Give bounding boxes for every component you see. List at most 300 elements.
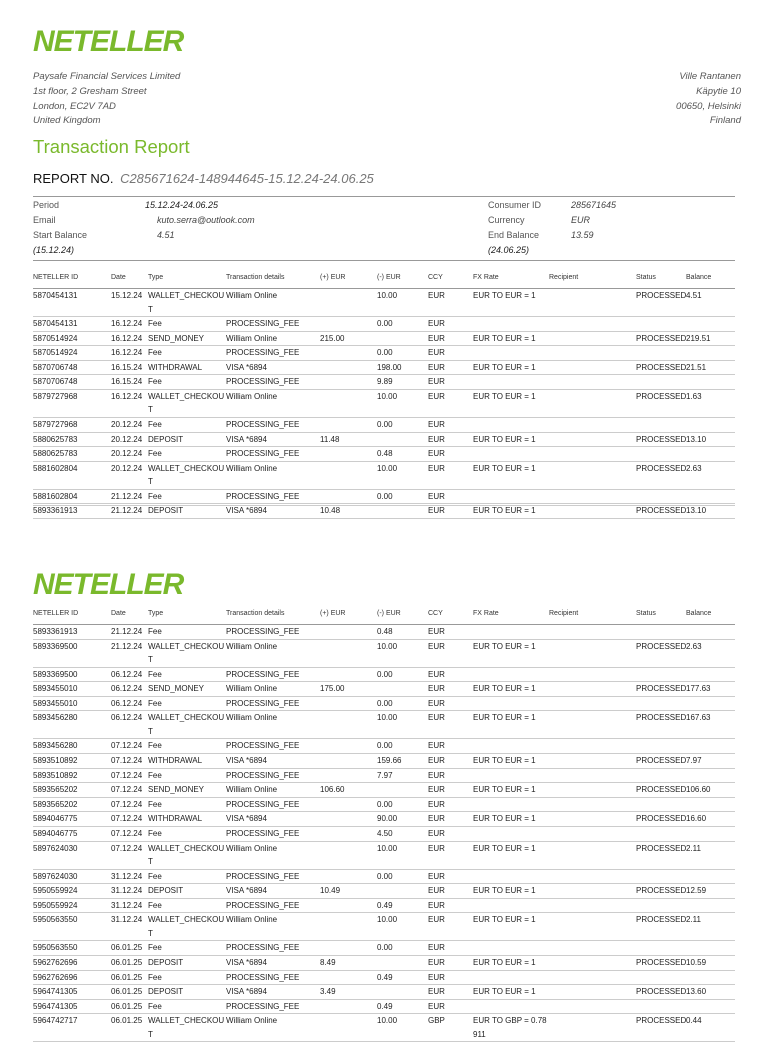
cell-debit-eur: 10.00 [377, 1014, 428, 1042]
cell-neteller-id: 5893510892 [33, 768, 111, 783]
column-header-balance: Balance [686, 610, 735, 625]
cell-transaction-details: PROCESSING_FEE [226, 768, 320, 783]
cell-neteller-id: 5870514924 [33, 331, 111, 346]
cell-date: 06.12.24 [111, 667, 148, 682]
cell-recipient [549, 869, 636, 884]
cell-credit-eur [320, 768, 377, 783]
column-header-neteller-id: NETELLER ID [33, 274, 111, 289]
cell-status: PROCESSED [636, 682, 686, 697]
cell-transaction-details: William Online [226, 1014, 320, 1042]
cell-fx-rate: EUR TO EUR = 1 [473, 783, 549, 798]
neteller-logo: NETELLER [33, 25, 184, 58]
column-header-recipient: Recipient [549, 274, 636, 289]
recipient-line: 00650, Helsinki [676, 100, 741, 112]
cell-status [636, 768, 686, 783]
cell-ccy: EUR [428, 417, 473, 432]
table-row [33, 970, 735, 985]
cell-transaction-details: PROCESSING_FEE [226, 317, 320, 332]
table-row [33, 461, 735, 489]
table-row [33, 955, 735, 970]
cell-recipient [549, 711, 636, 739]
cell-type: Fee [148, 346, 226, 361]
table-row [33, 869, 735, 884]
cell-credit-eur [320, 489, 377, 504]
currency-label: Currency [488, 215, 525, 225]
cell-type: WITHDRAWAL [148, 753, 226, 768]
cell-transaction-details: PROCESSING_FEE [226, 447, 320, 462]
cell-debit-eur: 7.97 [377, 768, 428, 783]
cell-ccy: EUR [428, 768, 473, 783]
cell-recipient [549, 696, 636, 711]
cell-fx-rate: EUR TO EUR = 1 [473, 884, 549, 899]
column-header-credit-eur: (+) EUR [320, 274, 377, 289]
table-row [33, 489, 735, 504]
column-header-debit-eur: (-) EUR [377, 274, 428, 289]
cell-neteller-id: 5894046775 [33, 812, 111, 827]
cell-credit-eur [320, 898, 377, 913]
cell-ccy: EUR [428, 432, 473, 447]
cell-recipient [549, 768, 636, 783]
cell-recipient [549, 639, 636, 667]
cell-neteller-id: 5870514924 [33, 346, 111, 361]
cell-debit-eur: 10.00 [377, 461, 428, 489]
cell-status: PROCESSED [636, 884, 686, 899]
cell-type: DEPOSIT [148, 432, 226, 447]
account-summary [33, 196, 735, 261]
cell-type: Fee [148, 417, 226, 432]
cell-recipient [549, 317, 636, 332]
transactions-table-page-2 [33, 610, 735, 1042]
cell-balance [686, 375, 735, 390]
cell-balance: 4.51 [686, 289, 735, 317]
cell-neteller-id: 5893456280 [33, 739, 111, 754]
cell-credit-eur [320, 753, 377, 768]
cell-type: Fee [148, 489, 226, 504]
cell-fx-rate: EUR TO EUR = 1 [473, 504, 549, 519]
cell-date: 07.12.24 [111, 783, 148, 798]
sender-address [33, 70, 180, 129]
column-header-fx-rate: FX Rate [473, 274, 549, 289]
sender-line: London, EC2V 7AD [33, 100, 116, 112]
cell-recipient [549, 331, 636, 346]
cell-debit-eur [377, 331, 428, 346]
cell-status: PROCESSED [636, 985, 686, 1000]
cell-balance: 1.63 [686, 389, 735, 417]
cell-balance: 219.51 [686, 331, 735, 346]
cell-debit-eur: 90.00 [377, 812, 428, 827]
table-row [33, 696, 735, 711]
cell-type: Fee [148, 375, 226, 390]
cell-ccy: EUR [428, 913, 473, 941]
cell-neteller-id: 5879727968 [33, 417, 111, 432]
end-balance-value: 13.59 [571, 230, 594, 240]
cell-transaction-details: William Online [226, 461, 320, 489]
cell-status [636, 797, 686, 812]
cell-status [636, 739, 686, 754]
cell-status [636, 489, 686, 504]
cell-recipient [549, 826, 636, 841]
cell-debit-eur: 10.00 [377, 913, 428, 941]
cell-credit-eur: 8.49 [320, 955, 377, 970]
cell-recipient [549, 489, 636, 504]
table-row [33, 812, 735, 827]
cell-debit-eur: 0.49 [377, 970, 428, 985]
cell-fx-rate [473, 375, 549, 390]
cell-date: 07.12.24 [111, 826, 148, 841]
cell-date: 20.12.24 [111, 432, 148, 447]
report-number-label: REPORT NO. [33, 171, 114, 186]
sender-line: Paysafe Financial Services Limited [33, 71, 181, 82]
cell-recipient [549, 884, 636, 899]
cell-ccy: EUR [428, 667, 473, 682]
cell-ccy: EUR [428, 841, 473, 869]
table-row [33, 504, 735, 519]
cell-transaction-details: William Online [226, 682, 320, 697]
table-row [33, 389, 735, 417]
cell-credit-eur [320, 360, 377, 375]
table-row [33, 360, 735, 375]
cell-debit-eur [377, 985, 428, 1000]
cell-neteller-id: 5950563550 [33, 941, 111, 956]
cell-transaction-details: VISA *6894 [226, 955, 320, 970]
column-header-status: Status [636, 274, 686, 289]
cell-recipient [549, 841, 636, 869]
cell-credit-eur [320, 841, 377, 869]
cell-recipient [549, 625, 636, 640]
cell-type: Fee [148, 970, 226, 985]
table-row [33, 375, 735, 390]
cell-neteller-id: 5897624030 [33, 869, 111, 884]
cell-type: Fee [148, 941, 226, 956]
cell-fx-rate [473, 941, 549, 956]
start-balance-label: Start Balance [33, 230, 88, 240]
cell-ccy: EUR [428, 331, 473, 346]
cell-balance: 21.51 [686, 360, 735, 375]
cell-transaction-details: VISA *6894 [226, 884, 320, 899]
cell-balance [686, 696, 735, 711]
cell-fx-rate [473, 869, 549, 884]
cell-balance: 13.10 [686, 432, 735, 447]
cell-status: PROCESSED [636, 753, 686, 768]
cell-date: 21.12.24 [111, 639, 148, 667]
cell-balance [686, 346, 735, 361]
cell-debit-eur: 0.48 [377, 447, 428, 462]
cell-balance [686, 625, 735, 640]
table-row [33, 1014, 735, 1042]
cell-type: Fee [148, 447, 226, 462]
cell-balance [686, 797, 735, 812]
table-row [33, 826, 735, 841]
cell-balance [686, 898, 735, 913]
table-row [33, 639, 735, 667]
column-header-type: Type [148, 610, 226, 625]
cell-status: PROCESSED [636, 913, 686, 941]
cell-debit-eur: 0.49 [377, 999, 428, 1014]
cell-type: WALLET_CHECKOUT [148, 711, 226, 739]
cell-ccy: EUR [428, 812, 473, 827]
cell-date: 06.01.25 [111, 999, 148, 1014]
cell-credit-eur [320, 417, 377, 432]
cell-recipient [549, 389, 636, 417]
email-value: kuto.serra@outlook.com [157, 215, 255, 225]
cell-ccy: EUR [428, 360, 473, 375]
cell-status [636, 970, 686, 985]
cell-date: 20.12.24 [111, 461, 148, 489]
cell-fx-rate [473, 417, 549, 432]
recipient-line: Ville Rantanen [679, 71, 741, 82]
cell-recipient [549, 985, 636, 1000]
report-title: Transaction Report [33, 136, 190, 157]
cell-type: Fee [148, 625, 226, 640]
cell-recipient [549, 375, 636, 390]
cell-fx-rate [473, 797, 549, 812]
cell-date: 31.12.24 [111, 869, 148, 884]
cell-credit-eur: 10.48 [320, 504, 377, 519]
column-header-date: Date [111, 610, 148, 625]
cell-date: 06.12.24 [111, 696, 148, 711]
start-date: (15.12.24) [33, 245, 75, 255]
cell-date: 06.01.25 [111, 970, 148, 985]
cell-credit-eur [320, 739, 377, 754]
cell-ccy: EUR [428, 625, 473, 640]
cell-type: SEND_MONEY [148, 331, 226, 346]
cell-ccy: EUR [428, 317, 473, 332]
cell-status: PROCESSED [636, 360, 686, 375]
cell-neteller-id: 5870706748 [33, 375, 111, 390]
cell-debit-eur: 198.00 [377, 360, 428, 375]
cell-fx-rate [473, 667, 549, 682]
cell-status [636, 417, 686, 432]
cell-balance [686, 869, 735, 884]
cell-fx-rate [473, 317, 549, 332]
table-row [33, 999, 735, 1014]
cell-debit-eur: 0.00 [377, 869, 428, 884]
cell-transaction-details: PROCESSING_FEE [226, 625, 320, 640]
cell-credit-eur: 3.49 [320, 985, 377, 1000]
cell-credit-eur [320, 461, 377, 489]
table-row [33, 417, 735, 432]
cell-fx-rate [473, 346, 549, 361]
cell-fx-rate: EUR TO EUR = 1 [473, 432, 549, 447]
sender-line: United Kingdom [33, 115, 101, 127]
cell-neteller-id: 5893565202 [33, 783, 111, 798]
table-row [33, 667, 735, 682]
cell-balance: 2.63 [686, 639, 735, 667]
cell-balance: 2.11 [686, 913, 735, 941]
cell-balance: 106.60 [686, 783, 735, 798]
cell-ccy: EUR [428, 346, 473, 361]
cell-neteller-id: 5879727968 [33, 389, 111, 417]
cell-type: WALLET_CHECKOUT [148, 389, 226, 417]
cell-transaction-details: VISA *6894 [226, 504, 320, 519]
cell-debit-eur [377, 955, 428, 970]
cell-ccy: EUR [428, 489, 473, 504]
cell-credit-eur [320, 317, 377, 332]
cell-transaction-details: PROCESSING_FEE [226, 941, 320, 956]
cell-date: 15.12.24 [111, 289, 148, 317]
cell-date: 21.12.24 [111, 625, 148, 640]
table-row [33, 783, 735, 798]
cell-status [636, 869, 686, 884]
cell-debit-eur: 10.00 [377, 841, 428, 869]
cell-fx-rate: EUR TO EUR = 1 [473, 711, 549, 739]
cell-status: PROCESSED [636, 711, 686, 739]
cell-fx-rate [473, 970, 549, 985]
cell-ccy: EUR [428, 869, 473, 884]
cell-date: 06.12.24 [111, 682, 148, 697]
cell-recipient [549, 739, 636, 754]
cell-neteller-id: 5870706748 [33, 360, 111, 375]
cell-balance [686, 667, 735, 682]
cell-status [636, 826, 686, 841]
cell-date: 06.01.25 [111, 1014, 148, 1042]
cell-type: Fee [148, 739, 226, 754]
cell-ccy: GBP [428, 1014, 473, 1042]
cell-balance: 167.63 [686, 711, 735, 739]
cell-neteller-id: 5950563550 [33, 913, 111, 941]
cell-credit-eur: 106.60 [320, 783, 377, 798]
cell-transaction-details: PROCESSING_FEE [226, 375, 320, 390]
cell-fx-rate: EUR TO EUR = 1 [473, 753, 549, 768]
cell-fx-rate: EUR TO EUR = 1 [473, 461, 549, 489]
cell-recipient [549, 797, 636, 812]
cell-credit-eur: 11.48 [320, 432, 377, 447]
cell-neteller-id: 5880625783 [33, 432, 111, 447]
cell-recipient [549, 461, 636, 489]
cell-type: DEPOSIT [148, 955, 226, 970]
cell-debit-eur: 10.00 [377, 289, 428, 317]
column-header-recipient: Recipient [549, 610, 636, 625]
cell-debit-eur: 10.00 [377, 711, 428, 739]
column-header-balance: Balance [686, 274, 735, 289]
cell-debit-eur: 159.66 [377, 753, 428, 768]
cell-type: WALLET_CHECKOUT [148, 461, 226, 489]
cell-transaction-details: PROCESSING_FEE [226, 869, 320, 884]
cell-ccy: EUR [428, 289, 473, 317]
cell-balance [686, 999, 735, 1014]
cell-balance: 0.44 [686, 1014, 735, 1042]
cell-ccy: EUR [428, 999, 473, 1014]
cell-neteller-id: 5893369500 [33, 639, 111, 667]
recipient-line: Finland [709, 115, 741, 127]
cell-fx-rate: EUR TO EUR = 1 [473, 985, 549, 1000]
cell-status: PROCESSED [636, 841, 686, 869]
cell-date: 16.15.24 [111, 375, 148, 390]
cell-neteller-id: 5881602804 [33, 489, 111, 504]
cell-ccy: EUR [428, 682, 473, 697]
column-header-type: Type [148, 274, 226, 289]
cell-credit-eur [320, 667, 377, 682]
table-row [33, 739, 735, 754]
cell-transaction-details: PROCESSING_FEE [226, 667, 320, 682]
cell-fx-rate [473, 489, 549, 504]
cell-transaction-details: William Online [226, 331, 320, 346]
cell-credit-eur [320, 913, 377, 941]
cell-fx-rate [473, 696, 549, 711]
cell-ccy: EUR [428, 739, 473, 754]
cell-transaction-details: PROCESSING_FEE [226, 826, 320, 841]
cell-credit-eur [320, 696, 377, 711]
cell-recipient [549, 898, 636, 913]
cell-credit-eur [320, 639, 377, 667]
cell-date: 31.12.24 [111, 898, 148, 913]
table-row [33, 331, 735, 346]
column-header-ccy: CCY [428, 610, 473, 625]
page-divider [33, 505, 735, 506]
cell-neteller-id: 5964741305 [33, 985, 111, 1000]
column-header-transaction-details: Transaction details [226, 610, 320, 625]
cell-ccy: EUR [428, 797, 473, 812]
cell-fx-rate: EUR TO EUR = 1 [473, 913, 549, 941]
cell-balance [686, 739, 735, 754]
email-label: Email [33, 215, 56, 225]
cell-date: 31.12.24 [111, 913, 148, 941]
table-row [33, 768, 735, 783]
cell-debit-eur [377, 884, 428, 899]
table-row [33, 682, 735, 697]
cell-credit-eur [320, 447, 377, 462]
cell-recipient [549, 417, 636, 432]
cell-ccy: EUR [428, 389, 473, 417]
cell-balance: 13.10 [686, 504, 735, 519]
cell-debit-eur: 0.00 [377, 667, 428, 682]
cell-debit-eur: 0.00 [377, 346, 428, 361]
cell-transaction-details: PROCESSING_FEE [226, 898, 320, 913]
cell-recipient [549, 346, 636, 361]
cell-balance: 10.59 [686, 955, 735, 970]
cell-fx-rate [473, 826, 549, 841]
table-header-row [33, 274, 735, 289]
end-balance-label: End Balance [488, 230, 540, 240]
cell-fx-rate: EUR TO EUR = 1 [473, 682, 549, 697]
cell-type: Fee [148, 898, 226, 913]
cell-credit-eur: 175.00 [320, 682, 377, 697]
cell-credit-eur [320, 999, 377, 1014]
cell-fx-rate [473, 625, 549, 640]
cell-credit-eur [320, 375, 377, 390]
table-row [33, 447, 735, 462]
column-header-debit-eur: (-) EUR [377, 610, 428, 625]
cell-recipient [549, 783, 636, 798]
report-number-value: C285671624-148944645-15.12.24-24.06.25 [120, 171, 374, 186]
table-row [33, 432, 735, 447]
cell-date: 07.12.24 [111, 753, 148, 768]
cell-credit-eur [320, 711, 377, 739]
cell-recipient [549, 812, 636, 827]
cell-recipient [549, 432, 636, 447]
consumer-id-value: 285671645 [571, 200, 617, 210]
cell-balance [686, 417, 735, 432]
cell-date: 16.12.24 [111, 331, 148, 346]
cell-fx-rate: EUR TO EUR = 1 [473, 812, 549, 827]
cell-type: SEND_MONEY [148, 682, 226, 697]
cell-recipient [549, 447, 636, 462]
cell-status: PROCESSED [636, 639, 686, 667]
cell-recipient [549, 667, 636, 682]
cell-fx-rate [473, 447, 549, 462]
table-row [33, 346, 735, 361]
cell-date: 06.01.25 [111, 941, 148, 956]
cell-balance [686, 826, 735, 841]
cell-neteller-id: 5964741305 [33, 999, 111, 1014]
end-date: (24.06.25) [488, 245, 530, 255]
cell-credit-eur [320, 1014, 377, 1042]
cell-balance [686, 489, 735, 504]
cell-ccy: EUR [428, 696, 473, 711]
cell-type: Fee [148, 869, 226, 884]
cell-neteller-id: 5893455010 [33, 696, 111, 711]
cell-transaction-details: PROCESSING_FEE [226, 346, 320, 361]
